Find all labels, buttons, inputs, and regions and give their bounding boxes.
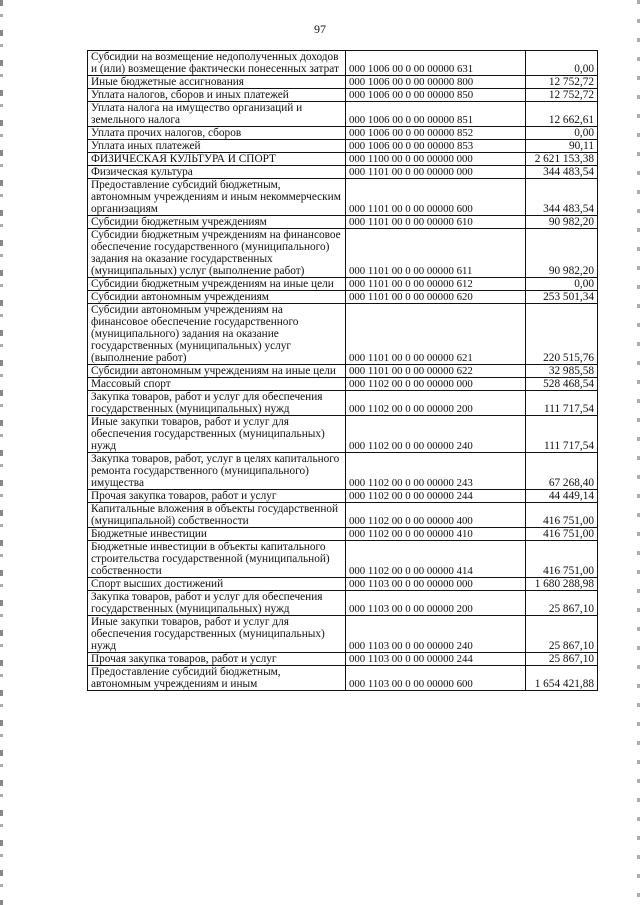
row-code-cell: 000 1103 00 0 00 00000 240 (346, 616, 526, 653)
row-code-cell: 000 1102 00 0 00 00000 400 (346, 503, 526, 528)
row-amount-cell: 25 867,10 (526, 653, 598, 666)
table-row (88, 591, 598, 616)
row-code-cell: 000 1006 00 0 00 00000 800 (346, 76, 526, 89)
table-row (88, 304, 598, 365)
row-code-cell: 000 1101 00 0 00 00000 611 (346, 229, 526, 278)
row-name-cell: Капитальные вложения в объекты государственной (муниципальной) собственности (88, 503, 346, 528)
table-row (88, 528, 598, 541)
table-row (88, 365, 598, 378)
row-code-cell: 000 1102 00 0 00 00000 244 (346, 490, 526, 503)
row-name-cell: Субсидии на возмещение недополученных доходов и (или) возмещение фактически понесенных затрат (88, 51, 346, 76)
row-name-cell: Уплата налога на имущество организаций и земельного налога (88, 102, 346, 127)
row-name-cell: Субсидии автономным учреждениям на финансовое обеспечение государственного (муниципального) задания на оказание государственных (муниципальных) услуг (выполнение работ) (88, 304, 346, 365)
row-code-cell: 000 1103 00 0 00 00000 600 (346, 666, 526, 691)
row-amount-cell: 344 483,54 (526, 166, 598, 179)
row-amount-cell: 111 717,54 (526, 416, 598, 453)
row-amount-cell: 2 621 153,38 (526, 153, 598, 166)
table-row (88, 616, 598, 653)
row-amount-cell: 416 751,00 (526, 541, 598, 578)
table-row (88, 391, 598, 416)
row-name-cell: Иные закупки товаров, работ и услуг для обеспечения государственных (муниципальных) нужд (88, 616, 346, 653)
row-name-cell: Массовый спорт (88, 378, 346, 391)
row-code-cell: 000 1101 00 0 00 00000 600 (346, 179, 526, 216)
row-code-cell: 000 1101 00 0 00 00000 620 (346, 291, 526, 304)
table-row (88, 278, 598, 291)
row-code-cell: 000 1006 00 0 00 00000 853 (346, 140, 526, 153)
row-code-cell: 000 1103 00 0 00 00000 200 (346, 591, 526, 616)
row-amount-cell: 90,11 (526, 140, 598, 153)
row-amount-cell: 90 982,20 (526, 216, 598, 229)
row-amount-cell: 416 751,00 (526, 528, 598, 541)
table-row (88, 179, 598, 216)
row-code-cell: 000 1102 00 0 00 00000 240 (346, 416, 526, 453)
row-name-cell: Субсидии автономным учреждениям на иные цели (88, 365, 346, 378)
budget-table (87, 50, 598, 691)
row-amount-cell: 1 680 288,98 (526, 578, 598, 591)
row-name-cell: Субсидии автономным учреждениям (88, 291, 346, 304)
row-name-cell: Бюджетные инвестиции в объекты капитального строительства государственной (муниципальной) собственности (88, 541, 346, 578)
row-name-cell: Закупка товаров, работ и услуг для обеспечения государственных (муниципальных) нужд (88, 391, 346, 416)
row-amount-cell: 32 985,58 (526, 365, 598, 378)
table-row (88, 653, 598, 666)
row-amount-cell: 12 752,72 (526, 76, 598, 89)
row-name-cell: Закупка товаров, работ и услуг для обеспечения государственных (муниципальных) нужд (88, 591, 346, 616)
row-amount-cell: 67 268,40 (526, 453, 598, 490)
row-code-cell: 000 1102 00 0 00 00000 243 (346, 453, 526, 490)
row-code-cell: 000 1102 00 0 00 00000 410 (346, 528, 526, 541)
row-amount-cell: 0,00 (526, 278, 598, 291)
row-amount-cell: 25 867,10 (526, 616, 598, 653)
row-name-cell: Иные бюджетные ассигнования (88, 76, 346, 89)
table-row (88, 89, 598, 102)
scan-edge-left (0, 0, 3, 905)
row-code-cell: 000 1101 00 0 00 00000 612 (346, 278, 526, 291)
row-name-cell: Субсидии бюджетным учреждениям на финансовое обеспечение государственного (муниципального) задания на оказание государственных (муниципальных) услуг (выполнение работ) (88, 229, 346, 278)
row-amount-cell: 528 468,54 (526, 378, 598, 391)
row-name-cell: Прочая закупка товаров, работ и услуг (88, 653, 346, 666)
row-code-cell: 000 1006 00 0 00 00000 631 (346, 51, 526, 76)
page-number: 97 (314, 22, 326, 36)
row-amount-cell: 0,00 (526, 51, 598, 76)
row-amount-cell: 253 501,34 (526, 291, 598, 304)
row-code-cell: 000 1100 00 0 00 00000 000 (346, 153, 526, 166)
table-row (88, 229, 598, 278)
row-name-cell: Иные закупки товаров, работ и услуг для обеспечения государственных (муниципальных) нужд (88, 416, 346, 453)
row-code-cell: 000 1006 00 0 00 00000 851 (346, 102, 526, 127)
row-amount-cell: 0,00 (526, 127, 598, 140)
table-row (88, 127, 598, 140)
table-row (88, 578, 598, 591)
row-amount-cell: 12 752,72 (526, 89, 598, 102)
row-name-cell: Предоставление субсидий бюджетным, автономным учреждениям и иным (88, 666, 346, 691)
table-row (88, 153, 598, 166)
row-amount-cell: 90 982,20 (526, 229, 598, 278)
table-row (88, 416, 598, 453)
row-name-cell: Физическая культура (88, 166, 346, 179)
table-row (88, 541, 598, 578)
row-amount-cell: 12 662,61 (526, 102, 598, 127)
table-row (88, 503, 598, 528)
row-name-cell: Субсидии бюджетным учреждениям (88, 216, 346, 229)
row-amount-cell: 344 483,54 (526, 179, 598, 216)
row-code-cell: 000 1006 00 0 00 00000 850 (346, 89, 526, 102)
row-code-cell: 000 1101 00 0 00 00000 621 (346, 304, 526, 365)
row-name-cell: Спорт высших достижений (88, 578, 346, 591)
row-amount-cell: 44 449,14 (526, 490, 598, 503)
row-name-cell: Закупка товаров, работ, услуг в целях капитального ремонта государственного (муниципального) имущества (88, 453, 346, 490)
row-name-cell: ФИЗИЧЕСКАЯ КУЛЬТУРА И СПОРТ (88, 153, 346, 166)
row-amount-cell: 1 654 421,88 (526, 666, 598, 691)
table-row (88, 76, 598, 89)
row-code-cell: 000 1102 00 0 00 00000 200 (346, 391, 526, 416)
row-code-cell: 000 1102 00 0 00 00000 000 (346, 378, 526, 391)
row-amount-cell: 25 867,10 (526, 591, 598, 616)
row-name-cell: Уплата прочих налогов, сборов (88, 127, 346, 140)
row-amount-cell: 416 751,00 (526, 503, 598, 528)
row-name-cell: Бюджетные инвестиции (88, 528, 346, 541)
table-row (88, 166, 598, 179)
row-code-cell: 000 1101 00 0 00 00000 000 (346, 166, 526, 179)
row-code-cell: 000 1102 00 0 00 00000 414 (346, 541, 526, 578)
row-name-cell: Уплата иных платежей (88, 140, 346, 153)
table-row (88, 490, 598, 503)
row-code-cell: 000 1103 00 0 00 00000 244 (346, 653, 526, 666)
table-row (88, 666, 598, 691)
row-amount-cell: 220 515,76 (526, 304, 598, 365)
table-row (88, 378, 598, 391)
row-name-cell: Прочая закупка товаров, работ и услуг (88, 490, 346, 503)
row-amount-cell: 111 717,54 (526, 391, 598, 416)
budget-table-body (88, 51, 598, 691)
table-row (88, 216, 598, 229)
table-row (88, 291, 598, 304)
row-code-cell: 000 1101 00 0 00 00000 622 (346, 365, 526, 378)
row-name-cell: Уплата налогов, сборов и иных платежей (88, 89, 346, 102)
row-name-cell: Предоставление субсидий бюджетным, автономным учреждениям и иным некоммерческим организациям (88, 179, 346, 216)
table-row (88, 51, 598, 76)
row-code-cell: 000 1101 00 0 00 00000 610 (346, 216, 526, 229)
table-row (88, 102, 598, 127)
row-code-cell: 000 1006 00 0 00 00000 852 (346, 127, 526, 140)
row-code-cell: 000 1103 00 0 00 00000 000 (346, 578, 526, 591)
row-name-cell: Субсидии бюджетным учреждениям на иные цели (88, 278, 346, 291)
table-row (88, 453, 598, 490)
table-row (88, 140, 598, 153)
